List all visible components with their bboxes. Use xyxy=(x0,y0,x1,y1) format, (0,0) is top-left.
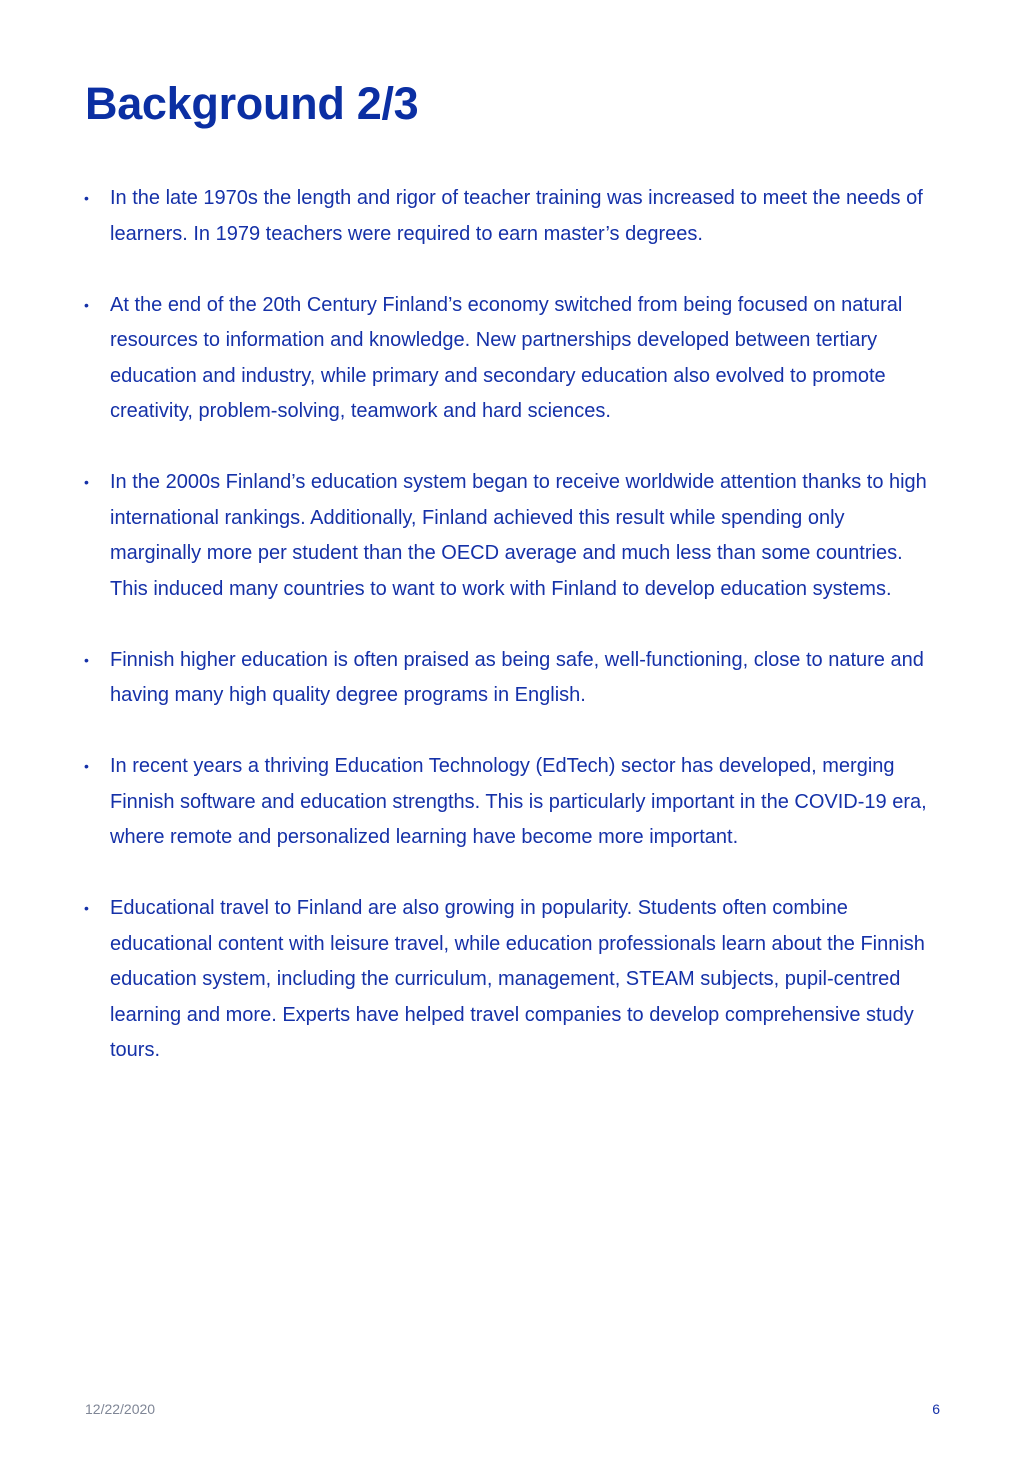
bullet-dot-icon: • xyxy=(84,190,89,206)
bullet-dot-icon: • xyxy=(84,900,89,916)
bullet-dot-icon: • xyxy=(84,758,89,774)
bullet-item xyxy=(84,749,940,856)
footer-date: 12/22/2020 xyxy=(85,1401,156,1417)
bullet-item xyxy=(84,643,940,714)
bullet-text: At the end of the 20th Century Finland’s economy switched from being focused on natural resources to information and knowledge. New partnerships developed between tertiary education and industry, while primary and secondary education also evolved to promote creativity, problem-solving, teamwork and hard sciences. xyxy=(110,293,903,422)
bullet-dot-icon: • xyxy=(84,474,89,490)
bullet-dot-icon: • xyxy=(84,651,89,668)
bullet-item xyxy=(84,181,940,252)
bullet-text: In the 2000s Finland’s education system began to receive worldwide attention thanks to high international rankings. Additionally, Finland achieved this result while spending only marginally more per student than the OECD average and much less than some countries. This induced many countries to want to work with Finland to develop education systems. xyxy=(110,471,927,600)
bullet-item xyxy=(84,891,940,1069)
bullet-text: In the late 1970s the length and rigor of teacher training was increased to meet the needs of learners. In 1979 teachers were required to earn master’s degrees. xyxy=(110,187,923,245)
bullet-list xyxy=(84,181,940,1104)
bullet-text: Finnish higher education is often praised as being safe, well-functioning, close to nature and having many high quality degree programs in English. xyxy=(110,648,924,706)
bullet-item xyxy=(84,465,940,607)
page-title: Background 2/3 xyxy=(85,78,419,129)
page-number: 6 xyxy=(932,1401,940,1417)
bullet-text: Educational travel to Finland are also growing in popularity. Students often combine educational content with leisure travel, while education professionals learn about the Finnish education system, including the curriculum, management, STEAM subjects, pupil-centred learning and more. Experts have helped travel companies to develop comprehensive study tours. xyxy=(110,897,925,1061)
bullet-item xyxy=(84,288,940,430)
bullet-dot-icon: • xyxy=(84,296,89,313)
bullet-text: In recent years a thriving Education Technology (EdTech) sector has developed, merging Finnish software and education strengths. This is particularly important in the COVID-19 era, where remote and personalized learning have become more important. xyxy=(110,755,927,848)
